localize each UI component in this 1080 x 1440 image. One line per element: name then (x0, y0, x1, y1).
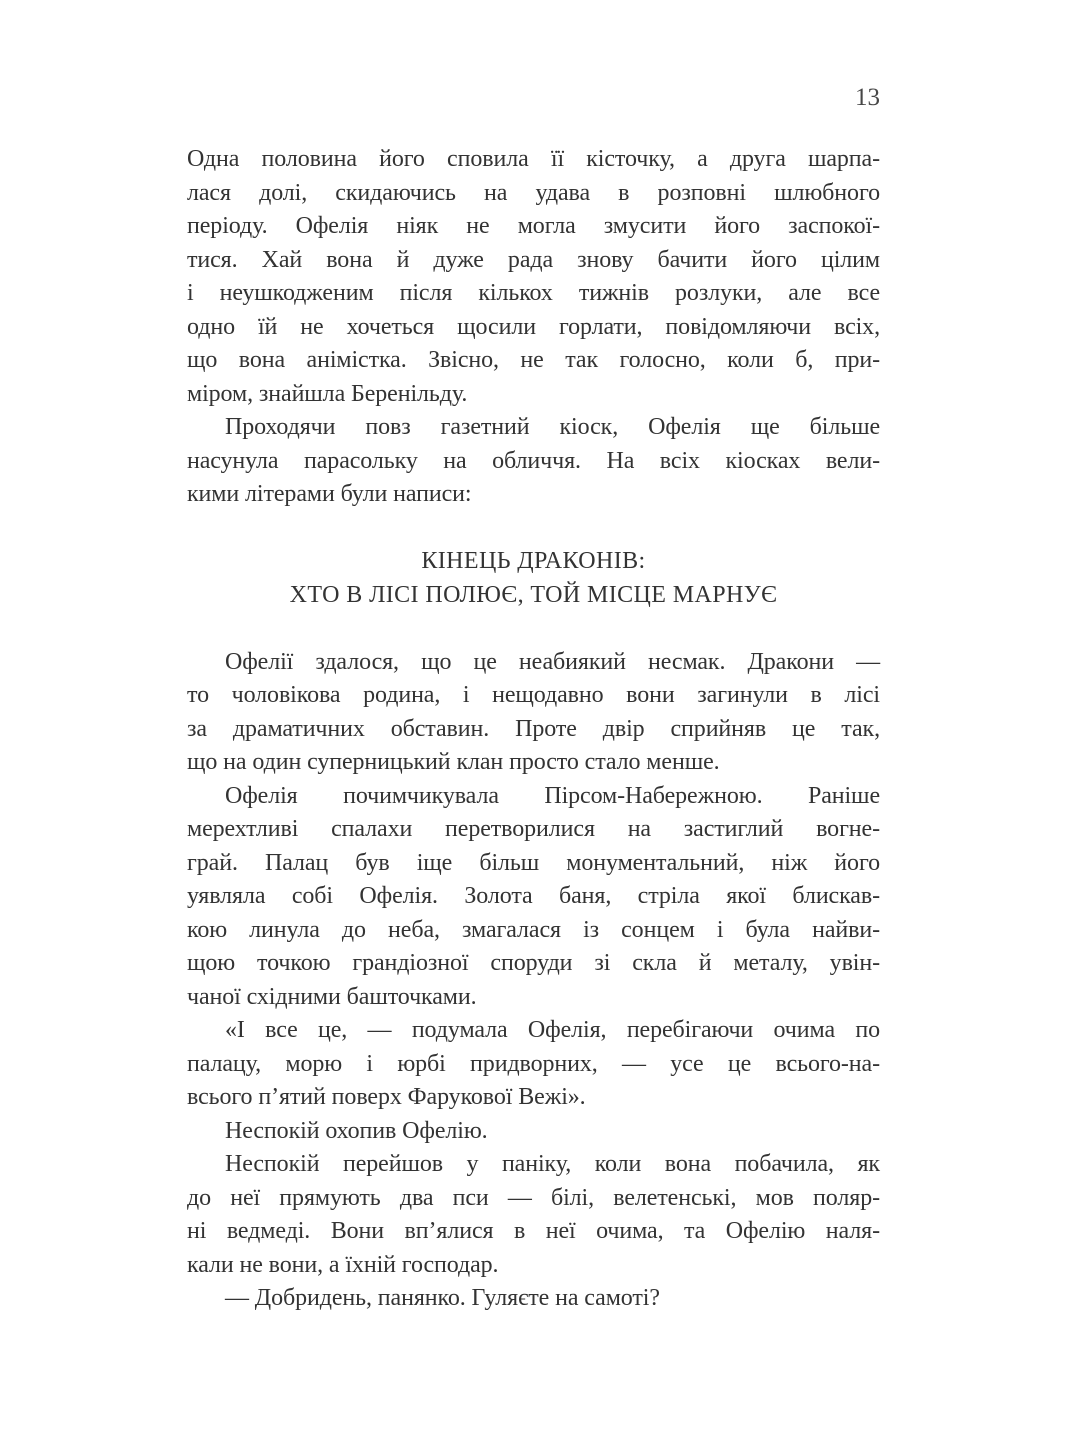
paragraph (187, 780, 880, 1015)
text-line: міром, знайшла Беренільду. (187, 380, 468, 407)
paragraph (187, 1148, 880, 1282)
headline-line: ХТО В ЛІСІ ПОЛЮЄ, ТОЙ МІСЦЕ МАРНУЄ (289, 581, 778, 608)
text-line: що на один суперницький клан просто стало менше. (187, 749, 720, 775)
text-line: щою точкою грандіозної споруди зі скла й металу, увін- (187, 950, 880, 976)
text-line: всього п’ятий поверх Фарукової Вежі». (187, 1084, 586, 1110)
text-line: за драматичних обставин. Проте двір сприйняв це так, (187, 715, 880, 742)
text-line: — Добридень, панянко. Гуляєте на самоті? (225, 1285, 660, 1311)
text-line: Неспокій охопив Офелію. (225, 1117, 488, 1144)
text-line: насунула парасольку на обличчя. На всіх кіосках вели- (187, 447, 880, 474)
text-line: уявляла собі Офелія. Золота баня, стріла якої блискав- (187, 883, 880, 909)
text-line: до неї прямують два пси — білі, велетенські, мов поляр- (187, 1184, 880, 1211)
paragraph (187, 1282, 880, 1316)
text-line: «І все це, — подумала Офелія, перебігаючи очима по (225, 1017, 880, 1043)
text-line: періоду. Офелія ніяк не могла змусити його заспокої- (187, 213, 880, 239)
text-line: одно їй не хочеться щосили горлати, повідомляючи всіх, (187, 313, 880, 340)
paragraph (187, 1014, 880, 1115)
text-line: Неспокій перейшов у паніку, коли вона побачила, як (225, 1151, 880, 1177)
text-line: і неушкодженим після кількох тижнів розлуки, але все (187, 280, 880, 306)
text-line: Проходячи повз газетний кіоск, Офелія ще більше (225, 414, 880, 440)
text-block (187, 143, 880, 1316)
text-line: Одна половина його сповила її кісточку, а друга шарпа- (187, 146, 880, 172)
text-line: кали не вони, а їхній господар. (187, 1251, 499, 1278)
text-line: Офелія почимчикувала Пірсом-Набережною. Раніше (225, 782, 880, 809)
text-line: Офелії здалося, що це неабиякий несмак. Дракони — (225, 648, 880, 675)
text-line: чаної східними башточками. (187, 983, 477, 1010)
text-line: тися. Хай вона й дуже рада знову бачити його цілим (187, 246, 880, 273)
paragraph (187, 143, 880, 411)
text-line: то чоловікова родина, і нещодавно вони загинули в лісі (187, 682, 880, 708)
chapter-headline (187, 545, 880, 612)
text-line: ні ведмеді. Вони вп’ялися в неї очима, та Офелію наля- (187, 1218, 880, 1244)
text-line: кою линула до неба, змагалася із сонцем і була найви- (187, 916, 880, 943)
headline-line: КІНЕЦЬ ДРАКОНІВ: (421, 548, 646, 574)
page-number: 13 (855, 84, 880, 111)
text-line: мерехтливі спалахи перетворилися на застиглий вогне- (187, 816, 880, 842)
text-line: грай. Палац був іще більш монументальний, ніж його (187, 849, 880, 876)
text-line: палацу, морю і юрбі придворних, — усе це всього-на- (187, 1050, 880, 1077)
text-line: що вона анімістка. Звісно, не так голосно, коли б, при- (187, 347, 880, 373)
paragraph (187, 411, 880, 512)
text-line: кими літерами були написи: (187, 481, 472, 507)
paragraph (187, 646, 880, 780)
paragraph (187, 1115, 880, 1149)
text-line: лася долі, скидаючись на удава в розповні шлюбного (187, 179, 880, 206)
